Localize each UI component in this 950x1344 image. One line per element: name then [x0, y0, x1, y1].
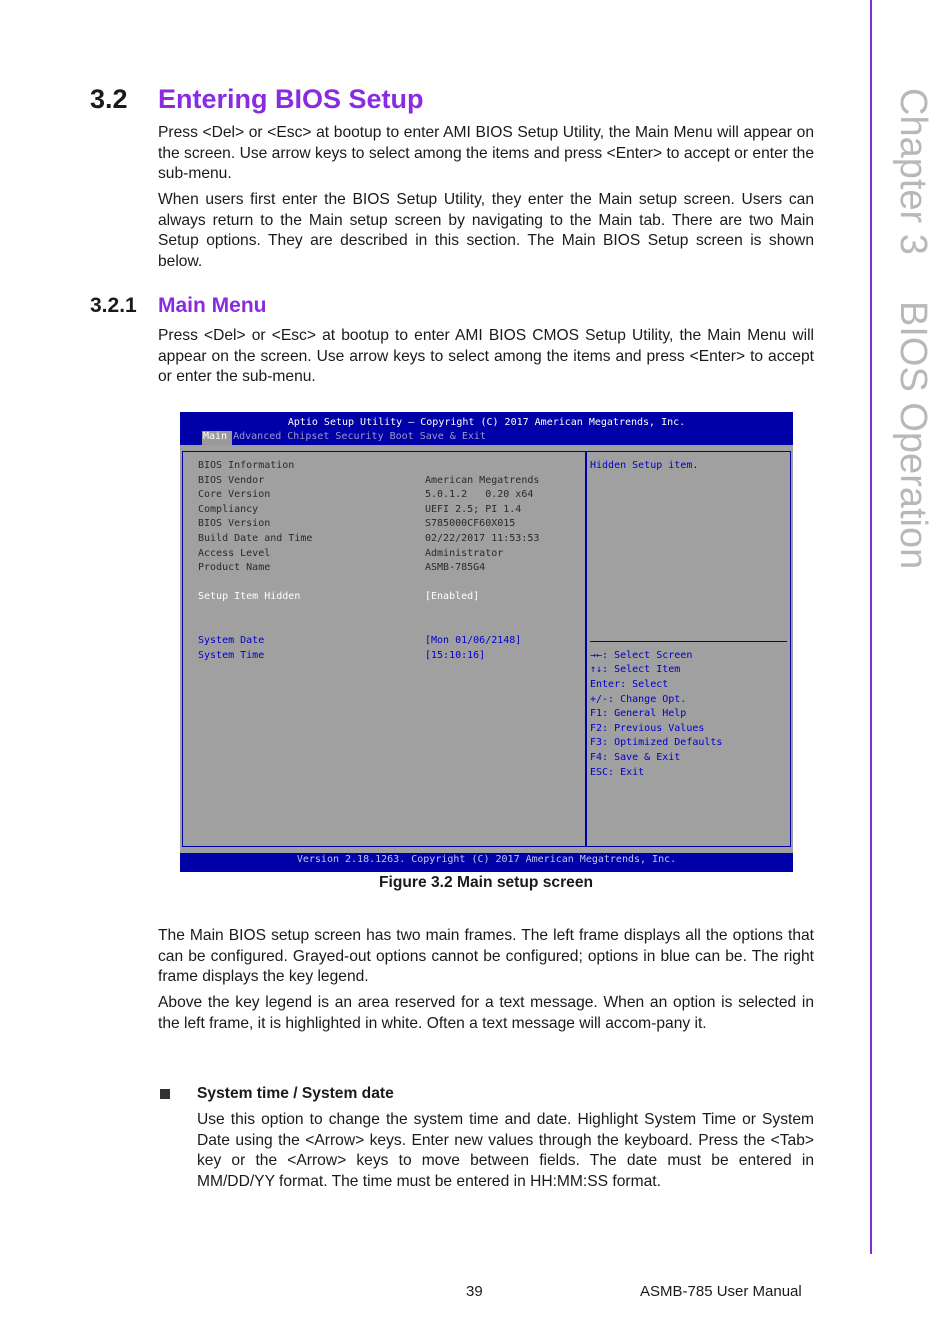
- bios-info-label: Core Version: [198, 489, 271, 501]
- bios-legend-item: F4: Save & Exit: [590, 752, 681, 763]
- figure-caption: Figure 3.2 Main setup screen: [378, 874, 594, 891]
- section-title: Entering BIOS Setup: [158, 84, 424, 114]
- bios-title: Aptio Setup Utility – Copyright (C) 2017 American Megatrends, Inc.: [287, 417, 686, 428]
- bios-info-label: Build Date and Time: [198, 533, 313, 544]
- bios-legend-item: F1: General Help: [590, 708, 687, 720]
- bios-info-value: 02/22/2017 11:53:53: [425, 533, 540, 544]
- bios-info-value: Administrator: [425, 547, 504, 559]
- bios-system-date-value[interactable]: [Mon 01/06/2148]: [425, 635, 522, 647]
- bios-tab-advanced[interactable]: Advanced: [233, 431, 282, 442]
- bullet-paragraph: Use this option to change the system time and date. Highlight System Time or System Date using the <Arrow> keys. Enter new values through the keyboard. Press the <Tab> key or the <Arrow> keys to move between fields. The date must be entered in MM/DD/YY format. The time must be entered in HH:MM:SS format.: [197, 1111, 814, 1190]
- subsection-paragraph: Press <Del> or <Esc> at bootup to enter AMI BIOS CMOS Setup Utility, the Main Menu will appear on the screen. Use arrow keys to select among the items and press <Enter> to accept or enter the sub-menu.: [158, 327, 814, 386]
- bios-legend-item: →←: Select Screen: [590, 649, 693, 661]
- bios-info-value: UEFI 2.5; PI 1.4: [425, 503, 522, 515]
- bullet-title: System time / System date: [197, 1085, 394, 1102]
- bios-info-value: 5.0.1.2 0.20 x64: [425, 489, 534, 501]
- bios-legend-item: F3: Optimized Defaults: [590, 737, 723, 749]
- bios-system-date-label[interactable]: System Date: [198, 635, 265, 647]
- chapter-divider-line: [870, 0, 872, 1254]
- bios-body: [180, 445, 793, 853]
- bios-setup-item-hidden-value[interactable]: [Enabled]: [425, 591, 480, 603]
- bios-tab-bar: [202, 431, 491, 445]
- bios-screenshot: [180, 412, 793, 872]
- section-paragraph-2: When users first enter the BIOS Setup Utility, they enter the Main setup screen. Users can always return to the Main setup screen by navigating to the Main tab. There are two Main Setup options. They are described in this section. The Main BIOS Setup screen is shown below.: [158, 191, 814, 270]
- bios-footer: Version 2.18.1263. Copyright (C) 2017 American Megatrends, Inc.: [296, 854, 677, 865]
- body-paragraph-2: Above the key legend is an area reserved for a text message. When an option is selected in the left frame, it is highlighted in white. Often a text message will accom-pany it.: [158, 994, 814, 1032]
- bios-legend-separator: [590, 641, 787, 642]
- bios-tab-main[interactable]: Main: [202, 431, 232, 445]
- bios-system-time-label[interactable]: System Time: [198, 649, 265, 661]
- bios-legend-item: Enter: Select: [590, 679, 669, 690]
- bios-tab-save-exit[interactable]: Save & Exit: [419, 431, 486, 442]
- section-number: 3.2: [90, 84, 128, 114]
- bios-help-text: Hidden Setup item.: [590, 460, 699, 471]
- subsection-title: Main Menu: [158, 294, 267, 317]
- bios-info-label: Compliancy: [198, 503, 259, 515]
- bios-setup-item-hidden-label[interactable]: Setup Item Hidden: [198, 591, 301, 603]
- bios-info-label: Product Name: [198, 562, 271, 574]
- bios-tab-boot[interactable]: Boot: [389, 431, 414, 442]
- bios-info-label: Access Level: [198, 547, 271, 559]
- bios-info-label: BIOS Version: [198, 518, 271, 530]
- body-paragraph-1: The Main BIOS setup screen has two main frames. The left frame displays all the options that can be configured. Grayed-out options cannot be configured; options in blue can be. The right frame displays the key legend.: [158, 927, 814, 986]
- bios-info-value: ASMB-785G4: [425, 562, 486, 574]
- bios-system-time-value[interactable]: [15:10:16]: [425, 649, 486, 661]
- bios-info-header: BIOS Information: [198, 460, 295, 471]
- bios-info-value: S785000CF60X015: [425, 518, 516, 530]
- bios-info-label: BIOS Vendor: [198, 474, 265, 486]
- chapter-sidebar: [878, 88, 948, 570]
- section-paragraph-1: Press <Del> or <Esc> at bootup to enter AMI BIOS Setup Utility, the Main Menu will appear on the screen. Use arrow keys to select among the items and press <Enter> to accept or enter the sub-menu.: [158, 124, 814, 183]
- chapter-title: BIOS Operation: [892, 300, 934, 570]
- subsection-number: 3.2.1: [90, 294, 137, 317]
- manual-title: ASMB-785 User Manual: [640, 1283, 802, 1300]
- square-bullet-icon: [160, 1089, 170, 1099]
- page-number: 39: [466, 1283, 483, 1300]
- bios-legend-item: ESC: Exit: [590, 766, 645, 778]
- bios-tab-security[interactable]: Security: [335, 431, 384, 442]
- bios-legend-item: F2: Previous Values: [590, 722, 705, 734]
- bios-legend-item: +/-: Change Opt.: [590, 693, 687, 705]
- bios-info-value: American Megatrends: [425, 474, 540, 486]
- bios-legend-item: ↑↓: Select Item: [590, 664, 681, 676]
- chapter-label: Chapter 3: [892, 88, 934, 255]
- bios-tab-chipset[interactable]: Chipset: [287, 431, 330, 442]
